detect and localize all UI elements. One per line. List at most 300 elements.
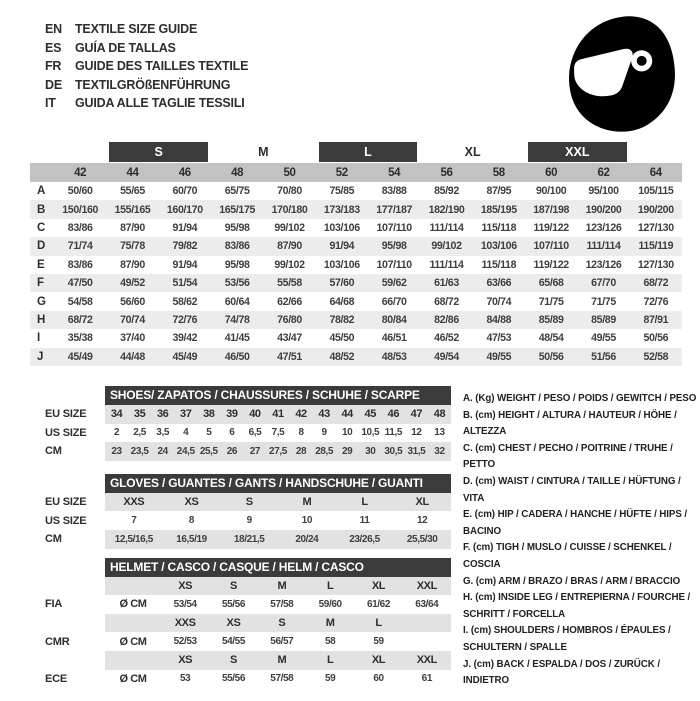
gloves-cell: M (302, 496, 312, 509)
size-value: 111/114 (429, 221, 464, 234)
size-value: 187/198 (533, 203, 570, 216)
size-value: 75/85 (329, 185, 355, 198)
size-value: 103/106 (323, 258, 360, 271)
size-value: 49/54 (434, 350, 459, 363)
shoes-cell: 12 (411, 427, 422, 439)
helmet-cell: 61/62 (366, 598, 390, 610)
shoes-cell: 4 (183, 427, 189, 439)
legend-item: H. (cm) INSIDE LEG / ENTREPIERNA / FOURCHE / SCHRITT / FORCELLA (463, 592, 691, 620)
helmet-row (45, 632, 451, 651)
gloves-header-row (45, 474, 451, 493)
shoes-cell: 8 (298, 427, 304, 439)
size-value: 71/75 (591, 295, 616, 308)
gloves-cell: 11 (359, 515, 370, 527)
helmet-cell: 57/58 (270, 673, 294, 685)
helmet-cell: XS (178, 579, 193, 592)
shoes-cell: 30 (365, 445, 376, 457)
size-value: 85/92 (434, 185, 459, 198)
size-value: 83/88 (381, 185, 407, 198)
size-value: 58/62 (172, 295, 198, 308)
lang-code: DE (45, 77, 62, 92)
gloves-cell: S (245, 496, 253, 509)
gloves-strip (105, 493, 451, 512)
legend-item: B. (cm) HEIGHT / ALTURA / HAUTEUR / HÖHE / ALTEZZA (463, 409, 677, 438)
helmet-strip (105, 651, 451, 670)
shoes-cell: 25,5 (199, 445, 218, 457)
shoes-cell: 45 (364, 408, 376, 421)
shoes-row (45, 442, 451, 461)
shoes-cell: 3,5 (156, 427, 169, 439)
gloves-cell: XS (184, 496, 199, 509)
gloves-row (45, 530, 451, 549)
shoes-cell: 30,5 (384, 445, 403, 457)
lang-row-fr (45, 57, 248, 76)
size-value: 43/47 (277, 332, 302, 345)
size-value: 41/45 (224, 332, 250, 345)
shoes-cell: 28 (295, 445, 307, 457)
size-value: 45/49 (172, 350, 198, 363)
helmet-cell: S (230, 579, 237, 592)
table-row (30, 292, 682, 310)
helmet-cell: 55/56 (221, 598, 245, 610)
size-value: 99/102 (431, 240, 462, 253)
size-number-row (30, 163, 682, 182)
size-value: 50/56 (643, 332, 669, 345)
size-value: 35/38 (67, 332, 93, 345)
shoes-cell: 5 (206, 427, 212, 439)
table-row (30, 311, 682, 329)
size-number: 50 (283, 166, 296, 179)
size-band-row (30, 142, 682, 162)
helmet-cell: XXL (416, 579, 437, 592)
helmet-cell: 63/64 (415, 598, 439, 610)
legend-item: G. (cm) ARM / BRAZO / BRAS / ARM / BRACCIO (463, 575, 681, 587)
size-value: 54/58 (67, 295, 93, 308)
size-value: 72/76 (643, 295, 669, 308)
row-letter: B (37, 203, 46, 216)
shoes-cell: 42 (295, 408, 307, 421)
sub-tables (45, 386, 451, 701)
size-value: 79/82 (172, 240, 198, 253)
helmet-cell: 52/53 (173, 636, 197, 648)
legend-item: A. (Kg) WEIGHT / PESO / POIDS / GEWITCH / PESO (463, 393, 697, 404)
helmet-cell: 59 (373, 636, 384, 648)
size-value: 107/110 (376, 221, 412, 234)
legend-item: J. (cm) BACK / ESPALDA / DOS / ZURÜCK / INDIETRO (463, 658, 660, 687)
size-value: 48/52 (329, 350, 355, 363)
helmet-cell: 55/56 (221, 673, 245, 685)
gloves-cell: 12 (417, 515, 428, 527)
gloves-cell: 16,5/19 (176, 533, 207, 545)
size-value: 119/122 (533, 258, 569, 271)
shoes-row-label: EU SIZE (45, 408, 87, 421)
shoes-cell: 46 (387, 408, 400, 421)
size-value: 95/98 (224, 221, 250, 234)
helmet-cell: 59 (324, 673, 336, 685)
size-band-S: S (109, 142, 208, 162)
size-value: 68/72 (67, 313, 93, 326)
shoes-strip (105, 442, 451, 461)
size-value: 111/114 (429, 258, 464, 271)
legend-item: C. (cm) CHEST / PECHO / POITRINE / TRUHE / PETTO (463, 442, 673, 471)
gloves-cell: 20/24 (295, 533, 319, 545)
helmet-cell: S (278, 617, 286, 630)
size-value: 123/126 (585, 258, 622, 271)
size-value: 91/94 (172, 258, 198, 271)
helmet-cell: XL (371, 654, 386, 667)
gloves-row-label: US SIZE (45, 514, 87, 527)
helmet-header-row (45, 558, 451, 577)
size-value: 170/180 (271, 203, 308, 216)
helmet-strip (105, 670, 451, 689)
size-value: 150/160 (62, 203, 99, 216)
gloves-row (45, 493, 451, 512)
gloves-section-title: GLOVES / GUANTES / GANTS / HANDSCHUHE / GUANTI (105, 474, 451, 493)
language-title-list (45, 20, 248, 113)
size-value: 51/54 (172, 277, 198, 290)
gloves-cell: 12,5/16,5 (114, 533, 153, 545)
helmet-cell: L (326, 579, 334, 592)
table-row (30, 200, 682, 218)
size-number: 42 (74, 166, 87, 179)
diameter-unit-cell: Ø CM (119, 635, 147, 648)
row-letter: H (37, 313, 46, 326)
helmet-cell: XS (226, 617, 241, 630)
shoes-cell: 39 (226, 408, 238, 421)
helmet-row-label: ECE (45, 672, 68, 685)
shoes-cell: 11,5 (384, 427, 402, 439)
size-value: 65/68 (538, 277, 564, 290)
size-value: 82/86 (434, 313, 459, 326)
size-value: 68/72 (643, 277, 669, 290)
size-value: 190/200 (637, 203, 674, 216)
size-value: 65/75 (224, 185, 250, 198)
helmet-cell: 54/55 (221, 636, 245, 648)
shoes-cell: 13 (434, 427, 445, 439)
size-band-XXL: XXL (528, 142, 627, 162)
shoes-cell: 9 (321, 427, 327, 439)
gloves-section (45, 474, 451, 549)
helmet-row (45, 577, 451, 596)
helmet-row-label: CMR (45, 635, 70, 648)
shoes-cell: 24,5 (176, 445, 195, 457)
size-value: 83/86 (67, 221, 93, 234)
helmet-strip (105, 632, 451, 651)
size-value: 62/66 (277, 295, 302, 308)
helmet-row (45, 670, 451, 689)
size-value: 160/170 (166, 203, 203, 216)
size-value: 74/78 (224, 313, 250, 326)
size-value: 49/55 (486, 350, 512, 363)
size-value: 47/53 (486, 332, 512, 345)
helmet-section-title: HELMET / CASCO / CASQUE / HELM / CASCO (105, 558, 451, 577)
size-value: 91/94 (329, 240, 355, 253)
gloves-cell: 8 (188, 515, 195, 527)
size-band-empty (630, 142, 682, 162)
legend-item: D. (cm) WAIST / CINTURA / TAILLE / HÜFTUNG / VITA (463, 475, 681, 504)
size-value: 39/42 (172, 332, 198, 345)
size-value: 123/126 (585, 221, 622, 234)
size-value: 103/106 (480, 240, 517, 253)
shoes-cell: 27 (249, 445, 261, 457)
size-value: 49/52 (120, 277, 145, 290)
lang-code: FR (45, 59, 62, 74)
lang-row-de (45, 76, 248, 95)
size-value: 85/89 (591, 313, 616, 326)
size-value: 190/200 (585, 203, 622, 216)
shoes-cell: 2,5 (133, 427, 146, 439)
size-value: 47/50 (67, 277, 93, 290)
gloves-cell: XXS (123, 496, 145, 509)
helmet-cell: XXS (174, 617, 196, 630)
size-value: 185/195 (480, 203, 517, 216)
size-value: 111/114 (586, 240, 621, 253)
size-value: 60/64 (224, 295, 250, 308)
size-value: 165/175 (219, 203, 256, 216)
shoes-row-label: US SIZE (45, 426, 87, 439)
size-value: 85/89 (538, 313, 564, 326)
size-number: 64 (649, 166, 662, 179)
size-value: 87/95 (486, 185, 512, 198)
size-value: 78/82 (329, 313, 355, 326)
size-value: 177/187 (376, 203, 413, 216)
row-letter: I (37, 332, 41, 345)
helmet-row (45, 595, 451, 614)
size-value: 70/80 (277, 185, 302, 198)
shoes-cell: 28,5 (315, 445, 334, 457)
size-value: 72/76 (172, 313, 198, 326)
size-value: 67/70 (591, 277, 616, 290)
size-value: 44/48 (120, 350, 145, 363)
size-value: 71/75 (538, 295, 564, 308)
diameter-unit-cell: Ø CM (119, 672, 147, 685)
helmet-cell: L (326, 654, 334, 667)
shoes-cell: 40 (249, 408, 261, 421)
diameter-unit-cell: Ø CM (119, 598, 147, 611)
size-value: 70/74 (486, 295, 512, 308)
shoes-cell: 6 (229, 427, 235, 439)
lang-code: ES (45, 40, 62, 55)
helmet-cell: XS (178, 654, 193, 667)
gloves-cell: 25,5/30 (406, 533, 438, 545)
size-value: 115/118 (481, 258, 517, 271)
table-row (30, 237, 682, 255)
size-value: 66/70 (381, 295, 407, 308)
shoes-strip (105, 424, 451, 443)
size-value: 103/106 (323, 221, 360, 234)
helmet-strip (105, 577, 451, 596)
shoes-cell: 43 (318, 408, 330, 421)
shoes-cell: 23,5 (130, 445, 149, 457)
size-value: 87/90 (120, 258, 145, 271)
size-number: 60 (545, 166, 558, 179)
size-value: 47/51 (277, 350, 302, 363)
size-band-L: L (319, 142, 418, 162)
size-value: 87/90 (120, 221, 145, 234)
shoes-cell: 47 (410, 408, 423, 421)
measurement-legend (463, 391, 697, 690)
size-value: 46/50 (224, 350, 250, 363)
helmet-strip (105, 614, 451, 633)
size-value: 105/115 (638, 185, 674, 198)
shoes-cell: 31,5 (407, 445, 426, 457)
lang-code: EN (45, 22, 62, 36)
table-row (30, 256, 682, 274)
row-letter: A (37, 185, 46, 198)
lang-title: GUIDA ALLE TAGLIE TESSILI (75, 96, 245, 111)
size-number: 46 (178, 166, 191, 179)
helmet-cell: L (375, 617, 382, 630)
shoes-row (45, 424, 451, 443)
size-value: 45/49 (67, 350, 93, 363)
size-value: 95/98 (381, 240, 407, 253)
size-value: 60/70 (172, 185, 198, 198)
shoes-cell: 44 (341, 408, 353, 421)
gloves-row-label: EU SIZE (45, 496, 87, 509)
helmet-cell: XL (371, 579, 386, 592)
size-value: 107/110 (533, 240, 569, 253)
lang-title: GUIDE DES TAILLES TEXTILE (75, 59, 249, 74)
size-value: 45/50 (329, 332, 355, 345)
lang-code: IT (45, 96, 56, 111)
size-value: 90/100 (536, 185, 567, 198)
gloves-cell: L (361, 496, 368, 509)
lang-row-it (45, 94, 248, 113)
shoes-cell: 34 (110, 408, 123, 421)
legend-item: I. (cm) SHOULDERS / HOMBROS / ÉPAULES / SCHULTERN / SPALLE (463, 625, 671, 653)
shoes-cell: 10,5 (361, 427, 380, 439)
gloves-strip (105, 530, 451, 549)
shoes-cell: 35 (133, 408, 146, 421)
size-value: 99/102 (274, 258, 305, 271)
size-value: 83/86 (224, 240, 250, 253)
shoes-cell: 10 (342, 427, 353, 439)
row-letter: E (37, 258, 45, 271)
size-value: 83/86 (67, 258, 93, 271)
shoes-section (45, 386, 451, 461)
size-number: 52 (335, 166, 348, 179)
shoes-cell: 41 (272, 408, 284, 421)
size-value: 50/56 (538, 350, 564, 363)
size-value: 107/110 (376, 258, 412, 271)
shoes-cell: 6,5 (248, 427, 262, 439)
table-row (30, 348, 682, 366)
shoes-cell: 7,5 (271, 427, 285, 439)
size-value: 63/66 (486, 277, 512, 290)
size-value: 57/60 (329, 277, 355, 290)
size-value: 95/98 (224, 258, 250, 271)
lang-row-en (45, 20, 248, 39)
helmet-cell: M (277, 654, 287, 667)
helmet-cell: 53/54 (173, 598, 197, 610)
legend-item: E. (cm) HIP / CADERA / HANCHE / HÜFTE / HIPS / BACINO (463, 509, 688, 537)
table-row (30, 329, 682, 347)
size-number: 62 (597, 166, 610, 179)
size-value: 53/56 (224, 277, 250, 290)
lang-title: TEXTILGRÖßENFÜHRUNG (75, 77, 231, 92)
lang-row-es (45, 39, 248, 58)
shoes-cell: 36 (156, 408, 169, 421)
gloves-cell: 18/21,5 (233, 533, 265, 545)
size-value: 48/53 (381, 350, 407, 363)
row-letter: D (37, 240, 46, 253)
size-band-empty (54, 142, 106, 162)
table-row (30, 219, 682, 237)
size-value: 61/63 (434, 277, 459, 290)
size-value: 71/74 (67, 240, 93, 253)
size-value: 46/51 (381, 332, 407, 345)
size-value: 91/94 (172, 221, 198, 234)
helmet-cell: 60 (373, 673, 384, 685)
size-value: 95/100 (588, 185, 619, 198)
size-value: 64/68 (329, 295, 355, 308)
size-value: 99/102 (274, 221, 305, 234)
size-value: 37/40 (120, 332, 145, 345)
helmet-cell: 57/58 (270, 598, 294, 610)
shoes-section-title: SHOES/ ZAPATOS / CHAUSSURES / SCHUHE / SCARPE (105, 386, 451, 405)
gloves-cell: 10 (301, 515, 312, 527)
helmet-row (45, 651, 451, 670)
shoes-cell: 23 (111, 445, 122, 457)
helmet-cell: 59/60 (318, 598, 342, 610)
size-value: 76/80 (277, 313, 302, 326)
shoes-header-row (45, 386, 451, 405)
gloves-row-label: CM (45, 533, 62, 546)
helmet-cell: XXL (416, 654, 437, 667)
size-number: 48 (231, 166, 244, 179)
shoes-row-label: CM (45, 445, 62, 458)
row-letter: F (37, 277, 45, 290)
size-value: 68/72 (434, 295, 459, 308)
size-value: 84/88 (486, 313, 512, 326)
size-value: 49/55 (591, 332, 616, 345)
shoes-cell: 48 (433, 408, 446, 421)
gloves-strip (105, 511, 451, 530)
size-number: 44 (126, 166, 139, 179)
helmet-section (45, 558, 451, 689)
size-value: 70/74 (120, 313, 145, 326)
size-value: 46/52 (434, 332, 459, 345)
size-value: 87/90 (277, 240, 302, 253)
racing-helmet-icon (556, 10, 684, 134)
shoes-row (45, 405, 451, 424)
size-value: 75/78 (120, 240, 145, 253)
shoes-cell: 37 (180, 408, 192, 421)
row-letter: J (37, 350, 44, 363)
table-row (30, 182, 682, 200)
size-number: 58 (492, 166, 505, 179)
shoes-cell: 26 (226, 445, 238, 457)
size-number: 56 (440, 166, 453, 179)
size-value: 127/130 (637, 221, 674, 234)
size-value: 119/122 (533, 221, 569, 234)
size-band-M: M (258, 145, 269, 159)
helmet-cell: 61 (421, 673, 432, 685)
size-value: 55/58 (277, 277, 302, 290)
size-value: 182/190 (428, 203, 465, 216)
size-value: 155/165 (114, 203, 151, 216)
size-value: 56/60 (120, 295, 145, 308)
helmet-cell: S (230, 654, 237, 667)
size-value: 51/56 (591, 350, 616, 363)
size-value: 52/58 (643, 350, 669, 363)
shoes-cell: 24 (157, 445, 168, 457)
size-value: 173/183 (323, 203, 360, 216)
gloves-row (45, 511, 451, 530)
table-row (30, 274, 682, 292)
helmet-cell: M (277, 579, 287, 592)
size-band-XL: XL (464, 145, 481, 159)
